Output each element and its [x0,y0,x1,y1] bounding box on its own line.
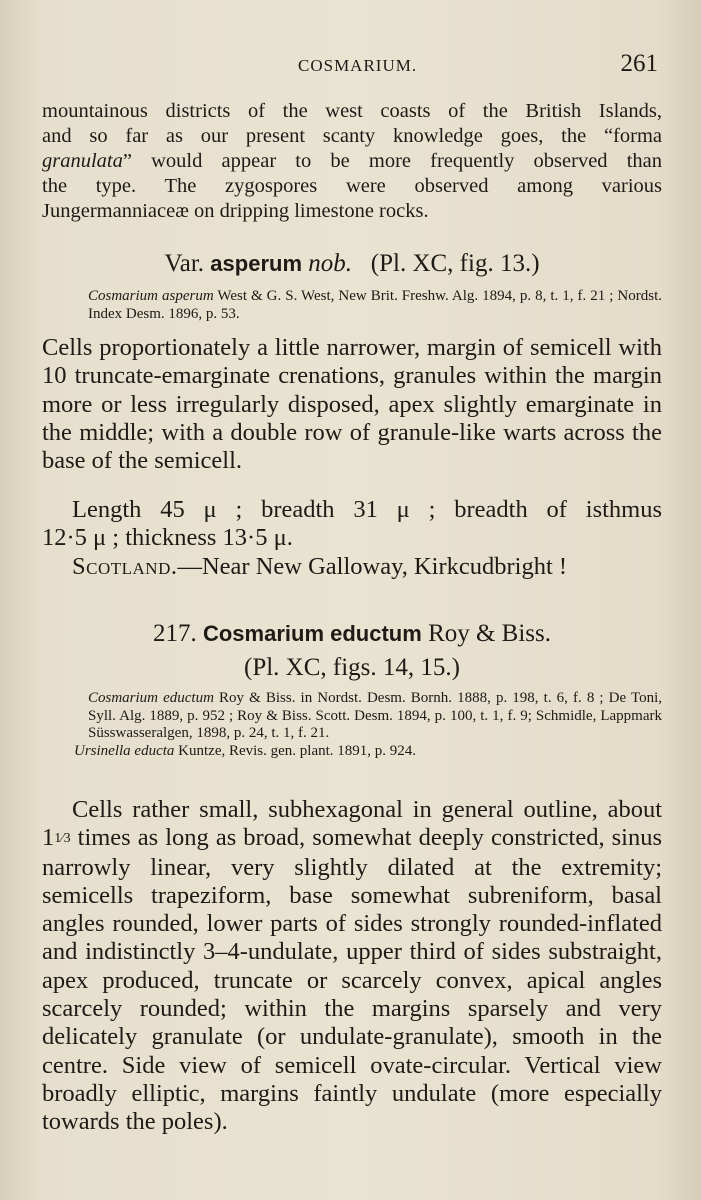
citation-taxon: Cosmarium eductum [88,690,214,706]
citation-text: West & G. S. West, New Brit. Freshw. Alg. 1894, p. 8, t. 1, f. 21 ; Nordst. Index Desm. 1896, p. 53. [88,288,662,322]
variety-author: nob. [308,250,353,277]
page-number: 261 [620,50,658,77]
species-description [42,796,662,1137]
page-header [0,50,701,80]
description-text: Cells proportionately a little narrower, margin of semicell with 10 truncate-emarginate crenations, granules within the margin more or less irregularly disposed, apex slightly emarginate in the middle; with a double row of granule-like warts across the base of the semicell. [42,334,662,475]
variety-plate: (Pl. XC, fig. 13.) [370,250,540,277]
intro-line: granulata” would appear to be more frequently observed than [42,150,662,172]
measurement-line: Length 45 μ ; breadth 31 μ ; breadth of isthmus [72,496,662,523]
species-citations [74,690,663,761]
citation-taxon: Cosmarium asperum [88,288,214,304]
citation-entry [88,690,662,743]
intro-line: Jungermanniaceæ on dripping limestone rocks. [42,200,429,222]
species-name: Cosmarium eductum [202,621,422,646]
citation-entry [74,743,662,761]
intro-line: mountainous districts of the west coasts of the British Islands, [42,100,662,122]
citation-text: Kuntze, Revis. gen. plant. 1891, p. 924. [178,743,417,760]
variety-description [42,334,662,475]
measurement-line: 12·5 μ ; thickness 13·5 μ. [42,524,293,552]
intro-line: and so far as our present scanty knowledge goes, the “forma [42,125,662,147]
intro-paragraph [42,99,662,224]
running-title: COSMARIUM. [298,56,418,75]
intro-line: the type. The zygospores were observed among various [42,175,662,197]
variety-citation [88,288,662,323]
citation-taxon: Ursinella educta [74,743,175,760]
description-text: Cells rather small, subhexagonal in general outline, about 11⁄3 times as long as broad, somewhat deeply constricted, sinus narrowly linear, very slightly dilated at the extremity; semicells trapeziform, base somewhat subreniform, basal angles rounded, lower parts of sides strongly rounded-inflated and indistinctly 3–4-undulate, upper third of sides substraight, apex produced, truncate or scarcely convex, apical angles scarcely rounded; within the margins sparsely and very delicately granulate (or undulate-granulate), smooth in the centre. Side view of semicell ovate-circular. Vertical view broadly elliptic, margins faintly undulate (more especially towards the poles). [42,796,662,1136]
fraction: 1⁄3 [54,831,71,847]
species-number: 217. [152,620,197,647]
species-heading [42,620,662,682]
variety-heading [42,250,662,278]
locality [42,553,662,581]
species-plate: (Pl. XC, figs. 14, 15.) [244,654,460,681]
locality-region: Scotland. [72,552,178,580]
variety-name: asperum [210,251,303,276]
locality-text: —Near New Galloway, Kirkcudbright ! [177,552,568,580]
variety-measurements [42,496,662,581]
variety-prefix: Var. [164,250,205,277]
citation-text: Roy & Biss. in Nordst. Desm. Bornh. 1888, p. 198, t. 6, f. 8 ; De Toni, Syll. Alg. 1889, p. 952 ; Roy & Biss. Scott. Desm. 1894, p. 100, t. 1, f. 9; Schmidle, Lappmark Süsswasseralgen, 1898, p. 24, t. 1, f. 21. [88,690,663,742]
species-author: Roy & Biss. [428,620,552,647]
italic-term: granulata [42,150,123,172]
